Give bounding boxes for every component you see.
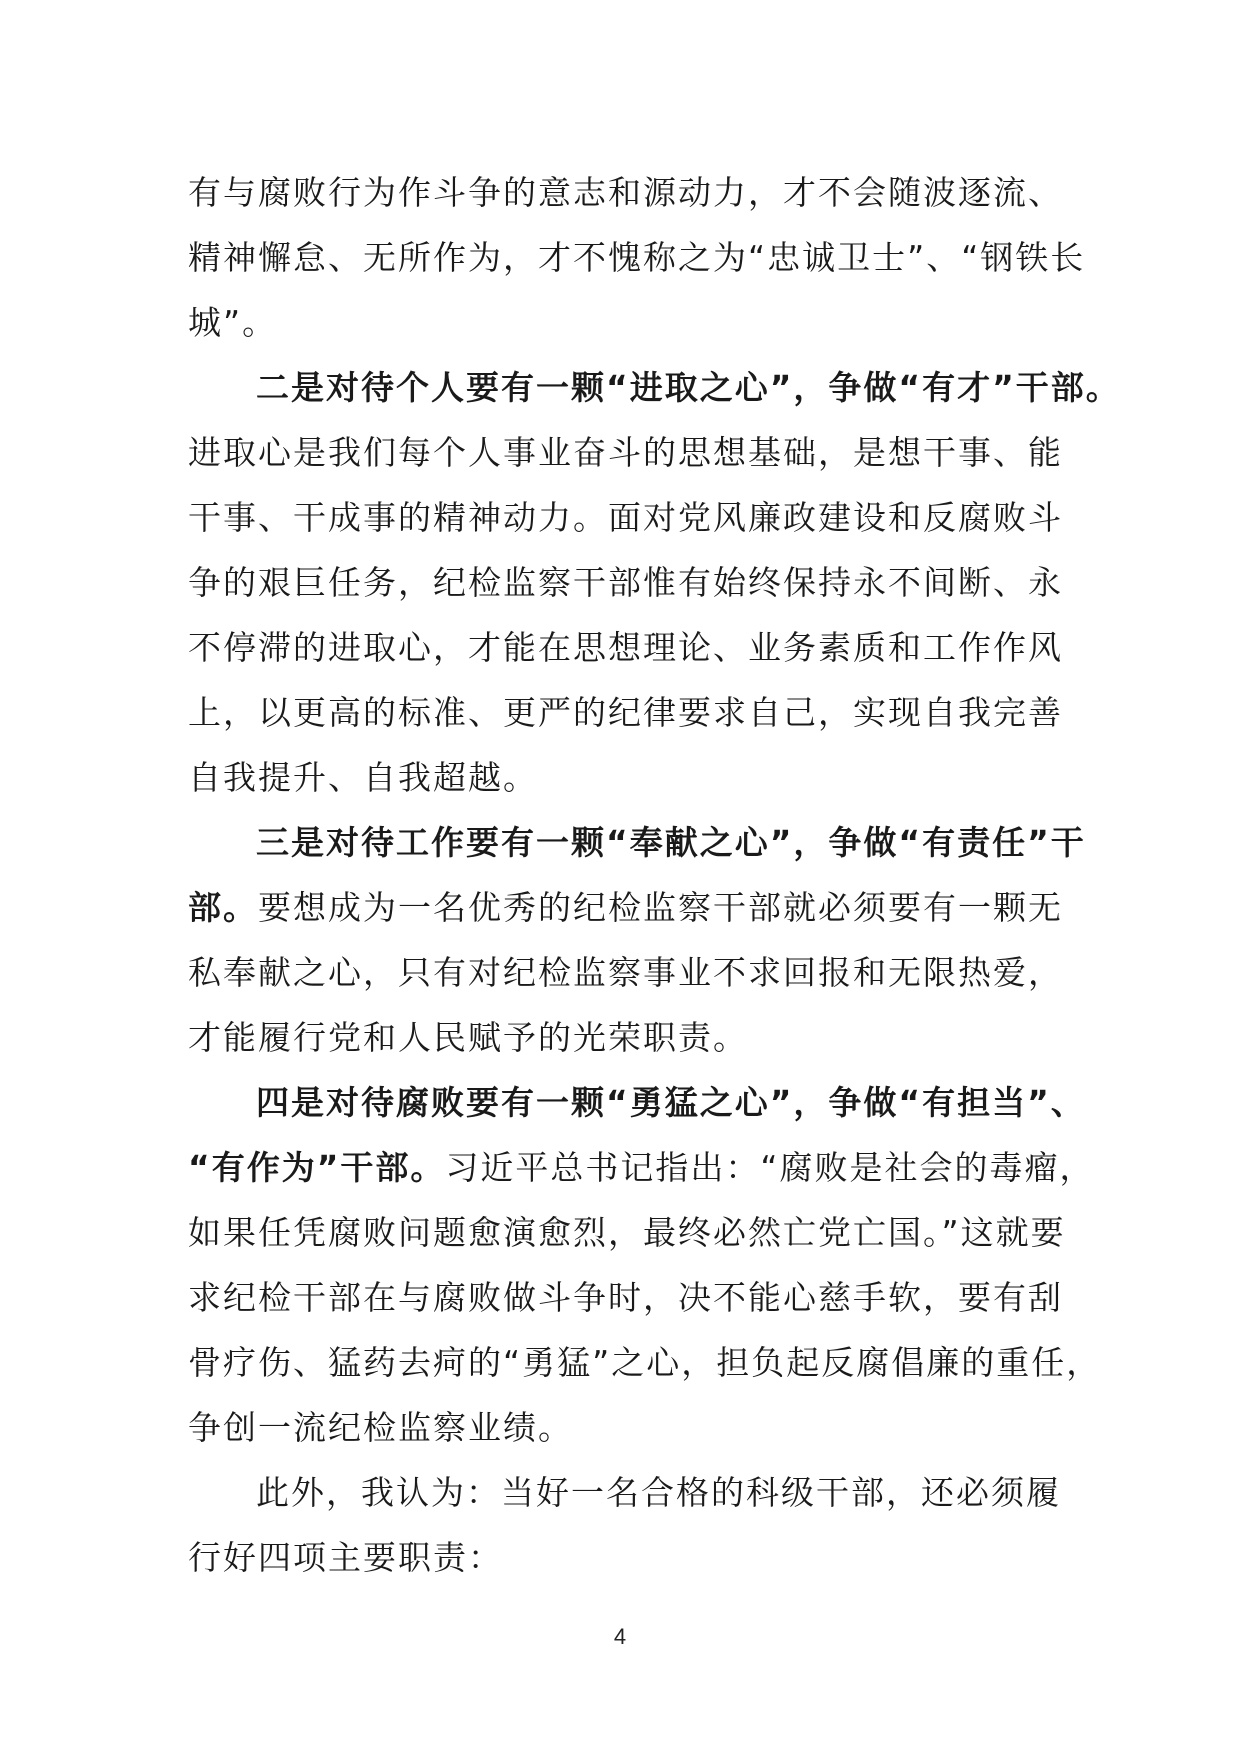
paragraph-closing: [188, 1460, 1088, 1590]
paragraph-continuation: [188, 160, 1088, 355]
text-line: [188, 1070, 1088, 1135]
text-line: [188, 810, 1088, 875]
text-line: 争创一流纪检监察业绩。: [188, 1408, 573, 1447]
point-heading: 二是对待个人要有一颗“进取之心”，争做“有才”干部。: [256, 368, 1121, 407]
text-line: [188, 1135, 1095, 1200]
text-line: 精神懈怠、无所作为，才不愧称之为“忠诚卫士”、“钢铁长: [188, 238, 1086, 277]
text-line: [188, 875, 1088, 940]
text-line: 私奉献之心，只有对纪检监察事业不求回报和无限热爱，: [188, 953, 1063, 992]
text-line: 不停滞的进取心，才能在思想理论、业务素质和工作作风: [188, 628, 1063, 667]
point-heading: 四是对待腐败要有一颗“勇猛之心”，争做“有担当”、: [256, 1083, 1086, 1122]
text-line: 城”。: [188, 303, 278, 342]
text-line: 自我提升、自我超越。: [188, 758, 538, 797]
point-heading-tail: 部。: [188, 888, 258, 927]
text-line: [188, 355, 1121, 420]
paragraph-point-four: [188, 1070, 1102, 1460]
point-heading-tail: “有作为”干部。: [188, 1148, 446, 1187]
text-run: 习近平总书记指出：“腐败是社会的毒瘤，: [445, 1148, 1095, 1187]
text-line: 骨疗伤、猛药去疴的“勇猛”之心，担负起反腐倡廉的重任，: [188, 1343, 1102, 1382]
text-line: 上，以更高的标准、更严的纪律要求自己，实现自我完善: [188, 693, 1063, 732]
text-line: 干事、干成事的精神动力。面对党风廉政建设和反腐败斗: [188, 498, 1063, 537]
text-line: 行好四项主要职责：: [188, 1538, 503, 1577]
text-line: 有与腐败行为作斗争的意志和源动力，才不会随波逐流、: [188, 173, 1063, 212]
document-body: [188, 160, 1121, 1590]
text-line: 此外，我认为：当好一名合格的科级干部，还必须履: [256, 1473, 1061, 1512]
point-heading: 三是对待工作要有一颗“奉献之心”，争做“有责任”干: [256, 823, 1086, 862]
paragraph-point-two: [188, 355, 1121, 810]
text-line: 才能履行党和人民赋予的光荣职责。: [188, 1018, 748, 1057]
text-run: 要想成为一名优秀的纪检监察干部就必须要有一颗无: [258, 888, 1063, 927]
text-line: 求纪检干部在与腐败做斗争时，决不能心慈手软，要有刮: [188, 1278, 1063, 1317]
text-line: 进取心是我们每个人事业奋斗的思想基础，是想干事、能: [188, 433, 1063, 472]
page-number: 4: [613, 1624, 627, 1649]
paragraph-point-three: [188, 810, 1088, 1070]
text-line: 如果任凭腐败问题愈演愈烈，最终必然亡党亡国。”这就要: [188, 1213, 1066, 1252]
text-line: 争的艰巨任务，纪检监察干部惟有始终保持永不间断、永: [188, 563, 1063, 602]
